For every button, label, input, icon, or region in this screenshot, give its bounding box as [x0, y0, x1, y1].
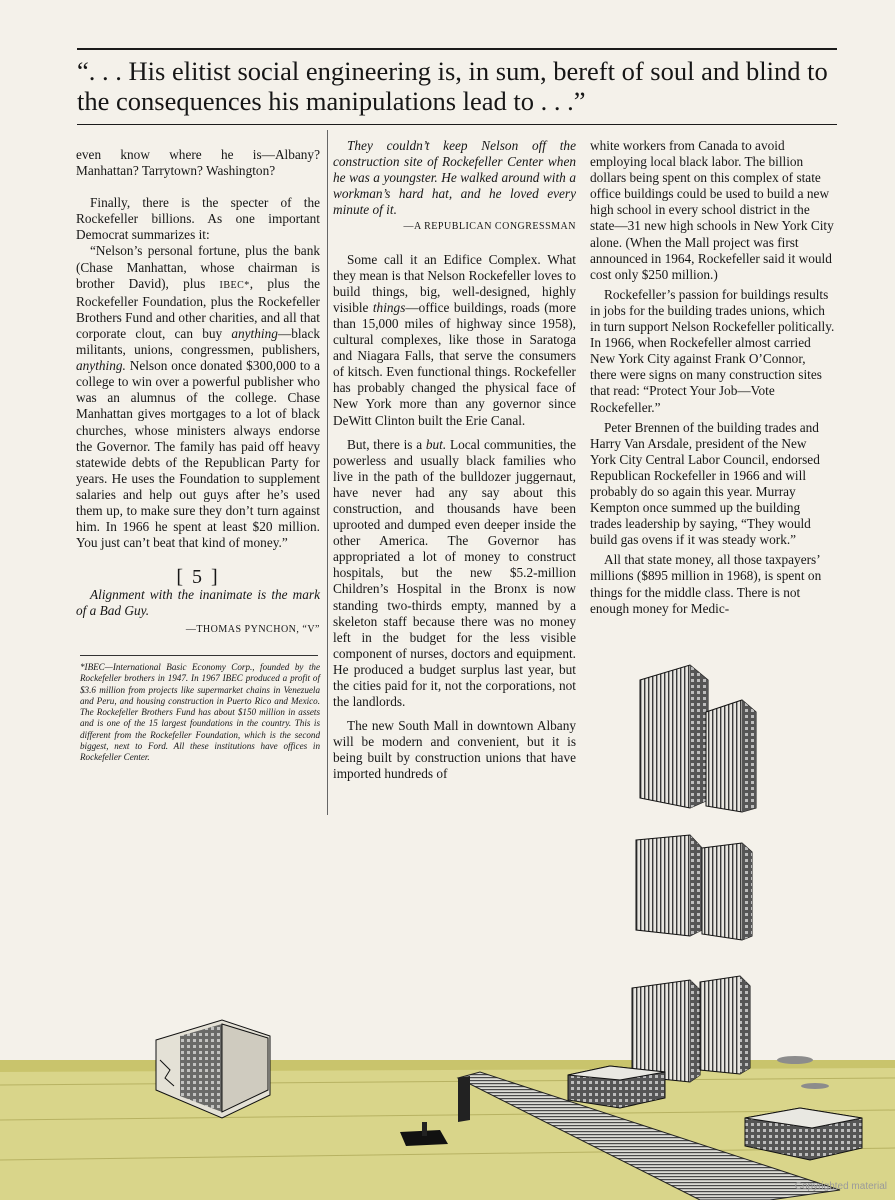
floating-towers-1 [640, 665, 756, 812]
congressman-attribution: —A REPUBLICAN CONGRESSMAN [403, 221, 576, 233]
copyright-watermark: Copyrighted material [794, 1181, 887, 1192]
quote-text-3: —black militants, unions, congressmen, publishers, [76, 325, 320, 358]
edifice-text-2: —office buildings, roads (more than 15,000 miles of highway since 1958), cultural complexes, like those in Saratoga and Niagara Falls, that serve the consumers of kitsch. Even functional things. Rockefeller has probably changed the physical face of New York more than any governor since DeWitt Clinton built the Erie Canal. [333, 299, 577, 428]
pull-quote-bottom-rule [77, 124, 837, 125]
col1-para-2: Finally, there is the specter of the Rockefeller billions. As one important Democrat summarizes it: [76, 195, 320, 243]
quote-text-1: “Nelson’s personal fortune, plus the bank (Chase Manhattan, whose chairman is brother David), plus [76, 243, 320, 291]
but-text-2: Local communities, the powerless and usually black families who live in the path of the bulldozer juggernaut, have never had any say about this construction, and thousands have been uprooted and dumped even deeper inside the other America. The Governor has appropriated a lot of money to construct hospitals, but the new $5.2-million Children’s Hospital in the Bronx is now standing two-thirds empty, manned by a skeleton staff because there was no money left in the budget for the less visible component of nurses, doctors and equipment. He produced a budget surplus last year, but the cities paid for it, not the corporations, not the landlords. [333, 436, 576, 710]
congressman-epigraph: They couldn’t keep Nelson off the construction site of Rockefeller Center when he was a youngster. He walked around with a workman’s hard hat, and he loved every minute of it. [333, 138, 576, 218]
col1-para-1: even know where he is—Albany? Manhattan? Tarrytown? Washington? [76, 147, 320, 179]
pull-quote: “. . . His elitist social engineering is, in sum, bereft of soul and blind to the consequences his manipulations lead to . . .” [77, 56, 828, 116]
floating-towers-2 [636, 835, 752, 940]
quote-text-4: Nelson once donated $300,000 to a college to win over a powerful publisher who was an alumnus of the college. Chase Manhattan gives mortgages to a lot of black churches, whose ministers always endorse the Governor. The family has paid off heavy statewide debts of the Republican Party for years. He uses the Foundation to supplement salaries and help out guys after he’s used them up, to make sure they don’t turn against him. In 1966 he spent at least $20 million. You just can’t beat that kind of money.” [76, 358, 320, 551]
anything-emphasis-2: anything. [76, 358, 126, 374]
mall-illustration [0, 650, 895, 1200]
top-rule [77, 48, 837, 50]
col3-para-3: Peter Brennen of the building trades and Harry Van Arsdale, president of the New York City Central Labor Council, endorsed Republican Rockefeller in 1966 and will probably do so again this year. Murray Kempton once summed up the building trades leadership by saying, “They would build gas ovens if it was steady work.” [590, 419, 820, 548]
column-3 [590, 138, 835, 617]
grounded-towers [632, 976, 750, 1082]
col2-para-1 [333, 252, 576, 429]
pynchon-epigraph: Alignment with the inanimate is the mark of a Bad Guy. [76, 587, 320, 619]
col3-para-2: Rockefeller’s passion for buildings results in jobs for the building trades unions, which in turn support Nelson Rockefeller politically. In 1966, when Rockefeller almost carried New York City against Frank O’Connor, there were signs on many construction sites that read: “Protect Your Job—Vote Rockefeller.” [590, 286, 835, 415]
section-number: [ 5 ] [176, 566, 220, 589]
col3-para-4: All that state money, all those taxpayers’ millions ($895 million in 1968), is spent on things for the middle class. There is not enough money for Medic- [590, 552, 822, 616]
low-block-1 [568, 1066, 665, 1108]
quote-text-2: , plus the Rockefeller Foundation, plus the Rockefeller Brothers Fund and other charities, and all that corporate clout, can buy [76, 275, 320, 341]
col3-para-1: white workers from Canada to avoid employing local black labor. The billion dollars being spent on this complex of state office buildings could be used to build a new high school in every school district in the state—31 new high schools in New York City alone. (When the Mall project was first announced in 1964, Rockefeller said it would cost only $250 million.) [590, 138, 834, 282]
pynchon-attribution: —THOMAS PYNCHON, “V” [185, 623, 320, 635]
col1-quote [76, 243, 320, 551]
things-emphasis: things [372, 299, 406, 315]
ibec-term: IBEC* [219, 279, 250, 291]
col2-para-3: The new South Mall in downtown Albany will be modern and convenient, but it is being built by construction unions that have imported hundreds of [333, 718, 576, 782]
edifice-text-1: Some call it an Edifice Complex. What they mean is that Nelson Rockefeller loves to build things, big, well-designed, highly visible [333, 251, 576, 315]
but-text-1: But, there is a [347, 436, 426, 452]
ibec-footnote: *IBEC—International Basic Economy Corp., founded by the Rockefeller brothers in 1947. In 1967 IBEC produced a profit of $3.6 million from projects like supermarket chains in Venezuela and Peru, and housing construction in Puerto Rico and Mexico. The Rockefeller Brothers Fund has about $150 million in assets and is one of the 15 largest foundations in the country. This is different from the Rockefeller Foundation, which is the second biggest, next to Ford. All these institutions have offices in Rockefeller Center. [80, 662, 320, 763]
column-1 [76, 147, 320, 638]
but-emphasis: but. [425, 436, 447, 452]
anything-emphasis-1: anything [231, 325, 278, 341]
